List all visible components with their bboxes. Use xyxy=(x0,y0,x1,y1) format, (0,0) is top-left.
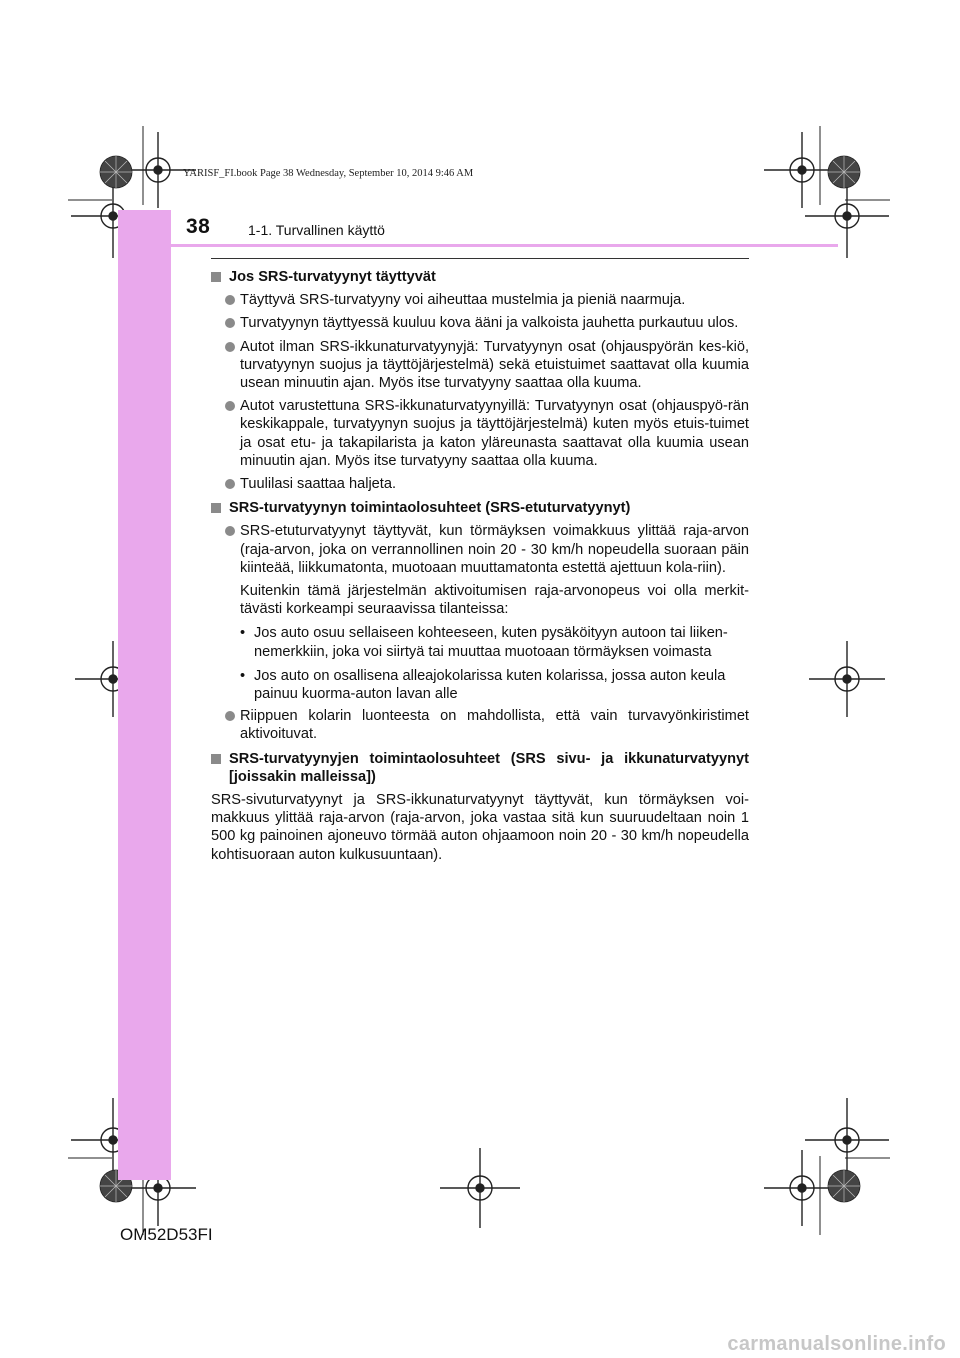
list-item: Autot ilman SRS-ikkunaturvatyynyjä: Turvatyynyn osat (ohjauspyörän kes-kiö, turvatyynyn suojus ja täyttöjärjestelmä) sekä etuistuimet saattavat olla kuumia usean minuutin ajan. Myös itse turvatyyny saattaa olla kuuma. xyxy=(211,338,749,393)
round-bullet-icon xyxy=(225,295,235,305)
list-item: Täyttyvä SRS-turvatyyny voi aiheuttaa mustelmia ja pieniä naarmuja. xyxy=(211,291,749,309)
list-item: Riippuen kolarin luonteesta on mahdollista, että vain turvavyönkiristimet aktivoituvat. xyxy=(211,707,749,743)
square-bullet-icon xyxy=(211,754,221,764)
section-side-airbag-conditions xyxy=(211,750,749,864)
section-heading: Jos SRS-turvatyynyt täyttyvät xyxy=(211,268,749,286)
round-bullet-icon xyxy=(225,342,235,352)
section-front-airbag-conditions xyxy=(211,499,749,743)
square-bullet-icon xyxy=(211,272,221,282)
sub-list-item: • Jos auto on osallisena alleajokolarissa kuten kolarissa, jossa auton keula painuu kuorma-auton lavan alle xyxy=(240,667,726,703)
round-bullet-icon xyxy=(225,318,235,328)
list-item: Autot varustettuna SRS-ikkunaturvatyynyillä: Turvatyynyn osat (ohjauspyö-rän keskikappale, turvatyynyn suojus ja täyttöjärjestelmä) kuten myös etuis-tuimet ja osat etu- ja takapilarista ja katon yläreunasta saattavat olla kuumia usean minuutin ajan. Myös itse turvatyyny saattaa olla kuuma. xyxy=(211,397,749,470)
list-item: SRS-etuturvatyynyt täyttyvät, kun törmäyksen voimakkuus ylittää raja-arvon (raja-arvon, joka on verrannollinen noin 20 - 30 km/h nopeudella suoraan päin kiinteää, liikkumatonta, muotoaan muuttamatonta estettä ajettuun kola-riin). xyxy=(211,522,749,577)
header-rule xyxy=(118,244,838,247)
section-heading: SRS-turvatyynyjen toimintaolosuhteet (SRS sivu- ja ikkunaturvatyynyt [joissakin malleissa]) xyxy=(211,750,749,786)
paragraph: SRS-sivuturvatyynyt ja SRS-ikkunaturvatyynyt täyttyvät, kun törmäyksen voi-makkuus ylittää raja-arvon (raja-arvon, joka vastaa sitä kun suuruudeltaan noin 1 500 kg painoinen ajoneuvo törmää auton ohjaamoon noin 20 - 30 km/h nopeudella kohtisuoraan auton kulkusuuntaan). xyxy=(211,792,749,863)
page-number: 38 xyxy=(186,215,211,238)
list-item: Tuulilasi saattaa haljeta. xyxy=(211,475,749,493)
sub-list-item: • Jos auto osuu sellaiseen kohteeseen, kuten pysäköityyn autoon tai liiken-nemerkkiin, joka voi siirtyä tai muuttaa muotoaan törmäyksen voimasta xyxy=(240,625,728,660)
section-airbag-deploy xyxy=(211,268,749,493)
round-bullet-icon xyxy=(225,711,235,721)
book-meta-line: YARISF_FI.book Page 38 Wednesday, September 10, 2014 9:46 AM xyxy=(183,168,474,179)
section-title: 1-1. Turvallinen käyttö xyxy=(248,222,385,238)
watermark: carmanualsonline.info xyxy=(727,1333,946,1355)
list-item: Turvatyynyn täyttyessä kuuluu kova ääni ja valkoista jauhetta purkautuu ulos. xyxy=(211,314,749,332)
page-content xyxy=(211,258,749,870)
document-code: OM52D53FI xyxy=(120,1225,213,1244)
section-heading: SRS-turvatyynyn toimintaolosuhteet (SRS-etuturvatyynyt) xyxy=(211,499,749,517)
round-bullet-icon xyxy=(225,526,235,536)
dot-bullet: • xyxy=(240,625,246,642)
paragraph: Kuitenkin tämä järjestelmän aktivoitumisen raja-arvonopeus voi olla merkit-tävästi korkeampi seuraavissa tilanteissa: xyxy=(240,583,749,618)
round-bullet-icon xyxy=(225,401,235,411)
round-bullet-icon xyxy=(225,479,235,489)
chapter-sidebar-band xyxy=(118,210,171,1180)
dot-bullet: • xyxy=(240,667,246,684)
square-bullet-icon xyxy=(211,503,221,513)
